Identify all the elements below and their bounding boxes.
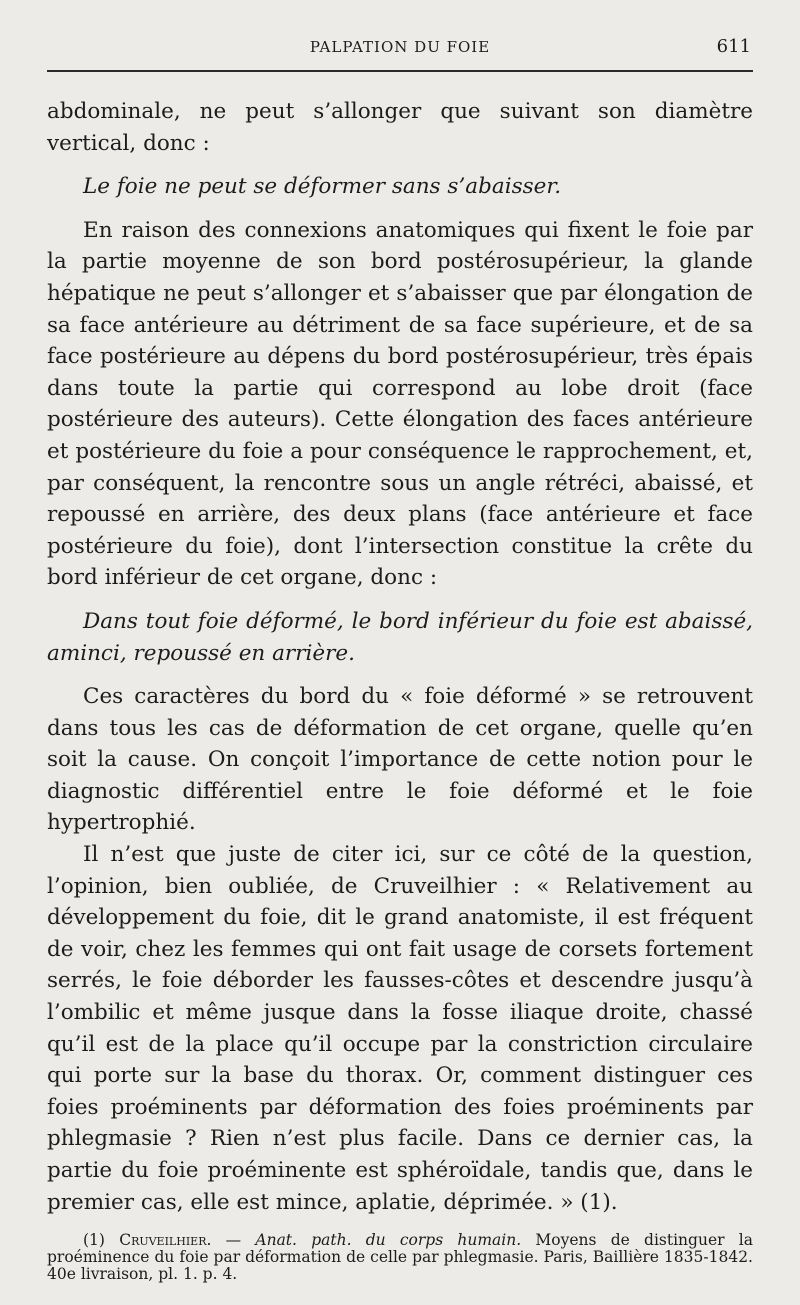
book-page <box>47 30 753 1283</box>
header-rule <box>47 70 753 72</box>
page-number: 611 <box>716 36 751 57</box>
main-text <box>47 96 753 1218</box>
paragraph-caracteres: Ces caractères du bord du « foie déformé » se retrouvent dans tous les cas de déformation de cet organe, quelle qu’en soit la cause. On conçoit l’importance de cette notion pour le diagnostic différentiel entre le foie déformé et le foie hypertrophié. <box>47 684 753 836</box>
page-header <box>47 30 753 70</box>
italic-conclusion-1: Le foie ne peut se déformer sans s’abaisser. <box>83 174 562 200</box>
paragraph-continuation: abdominale, ne peut s’allonger que suivant son diamètre vertical, donc : <box>47 99 753 156</box>
italic-conclusion-2: Dans tout foie déformé, le bord inférieur du foie est abaissé, aminci, repoussé en arrière. <box>47 608 753 666</box>
footnote-marker: (1) <box>83 1231 105 1250</box>
footnote-dash: — <box>225 1231 242 1250</box>
running-title: PALPATION DU FOIE <box>309 38 491 56</box>
footnote-work: Anat. path. du corps humain. <box>255 1231 522 1250</box>
paragraph-cruveilhier: Il n’est que juste de citer ici, sur ce côté de la question, l’opinion, bien oubliée, de Cruveilhier : « Relativement au développement du foie, dit le grand anatomiste, il est fréquent de voir, chez les femmes qui ont fait usage de corsets fortement serrés, le foie déborder les fausses-côtes et descendre jusqu’à l’ombilic et même jusque dans la fosse iliaque droite, chassé qu’il est de la place qu’il occupe par la constriction circulaire qui porte sur la base du thorax. Or, comment distinguer ces foies proéminents par déformation des foies proéminents par phlegmasie ? Rien n’est plus facile. Dans ce dernier cas, la partie du foie proéminente est sphéroïdale, tandis que, dans le premier cas, elle est mince, aplatie, déprimée. » (1). <box>47 842 753 1215</box>
footnote-1 <box>47 1232 753 1283</box>
footnote-author: Cruveilhier. <box>119 1231 212 1250</box>
footnotes <box>47 1232 753 1283</box>
footnote-text: Moyens de distinguer la proéminence du foie par déformation de celle par phlegmasie. Paris, Baillière 1835-1842. 40e livraison, pl. 1. p. 4. <box>47 1231 753 1284</box>
paragraph-connexions: En raison des connexions anatomiques qui fixent le foie par la partie moyenne de son bord postérosupérieur, la glande hépatique ne peut s’allonger et s’abaisser que par élongation de sa face antérieure au détriment de sa face supérieure, et de sa face postérieure au dépens du bord postérosupérieur, très épais dans toute la partie qui correspond au lobe droit (face postérieure des auteurs). Cette élongation des faces antérieure et postérieure du foie a pour conséquence le rapprochement, et, par conséquent, la rencontre sous un angle rétréci, abaissé, et repoussé en arrière, des deux plans (face antérieure et face postérieure du foie), dont l’intersection constitue la crête du bord inférieur de cet organe, donc : <box>47 217 753 591</box>
